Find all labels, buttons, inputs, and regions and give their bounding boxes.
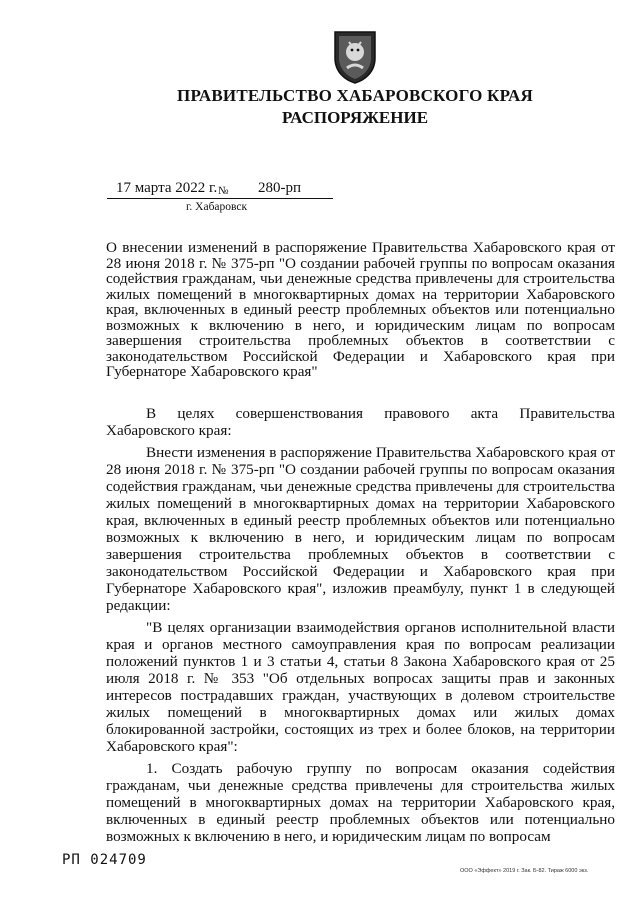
body-paragraph: "В целях организации взаимодействия органов исполнительной власти края и органов местного самоуправления края по вопросам реализации положений пунктов 1 и 3 статьи 4, статьи 8 Закона Хабаровского края от 25 июля 2018 г. № 353 "Об отдельных вопросах защиты прав и законных интересов пострадавших граждан, участвующих в долевом строительстве жилых помещений в многоквартирных домах или жилых домах блокированной застройки, состоящих из трех и более блоков, на территории Хабаровского края": (106, 619, 615, 755)
document-city: г. Хабаровск (186, 201, 248, 213)
body-paragraph: 1. Создать рабочую группу по вопросам оказания содействия гражданам, чьи денежные средства привлечены для строительства жилых помещений в многоквартирных домах на территории Хабаровского края, включенных в единый реестр проблемных объектов или потенциально возможных к включению в него, и юридическим лицам по вопросам (106, 760, 615, 845)
body-paragraph: В целях совершенствования правового акта Правительства Хабаровского края: (106, 405, 615, 439)
document-number: 280-рп (258, 180, 302, 196)
document-date: 17 марта 2022 г. (116, 180, 218, 196)
coat-of-arms-emblem (331, 28, 379, 84)
body-paragraph: Внести изменения в распоряжение Правительства Хабаровского края от 28 июня 2018 г. № 375-рп "О создании рабочей группы по вопросам оказания содействия гражданам, чьи денежные средства привлечены для строительства жилых помещений в многоквартирных домах на территории Хабаровского края, включенных в единый реестр проблемных объектов или потенциально возможных к включению в него, и юридическим лицам по вопросам завершения строительства проблемных объектов в соответствии с законодательством Российской Федерации и Хабаровского края при Губернаторе Хабаровского края", изложив преамбулу, пункт 1 в следующей редакции: (106, 444, 615, 614)
form-code: РП 024709 (62, 852, 147, 868)
document-subject: О внесении изменений в распоряжение Правительства Хабаровского края от 28 июня 2018 г. № 375-рп "О создании рабочей группы по вопросам оказания содействия гражданам, чьи денежные средства привлечены для строительства жилых помещений в многоквартирных домах на территории Хабаровского края, включенных в единый реестр проблемных объектов или потенциально возможных к включению в него, и юридическим лицам по вопросам завершения строительства проблемных объектов в соответствии с законодательством Российской Федерации и Хабаровского края при Губернаторе Хабаровского края" (106, 239, 615, 380)
printer-imprint: ООО «Эффект» 2019 г. Зак. Б-82. Тираж 6000 экз. (460, 868, 589, 874)
number-sign: № (218, 185, 229, 197)
date-underline (107, 198, 333, 199)
government-title: ПРАВИТЕЛЬСТВО ХАБАРОВСКОГО КРАЯ (177, 86, 533, 105)
document-body (106, 405, 615, 850)
document-type: РАСПОРЯЖЕНИЕ (281, 108, 429, 127)
